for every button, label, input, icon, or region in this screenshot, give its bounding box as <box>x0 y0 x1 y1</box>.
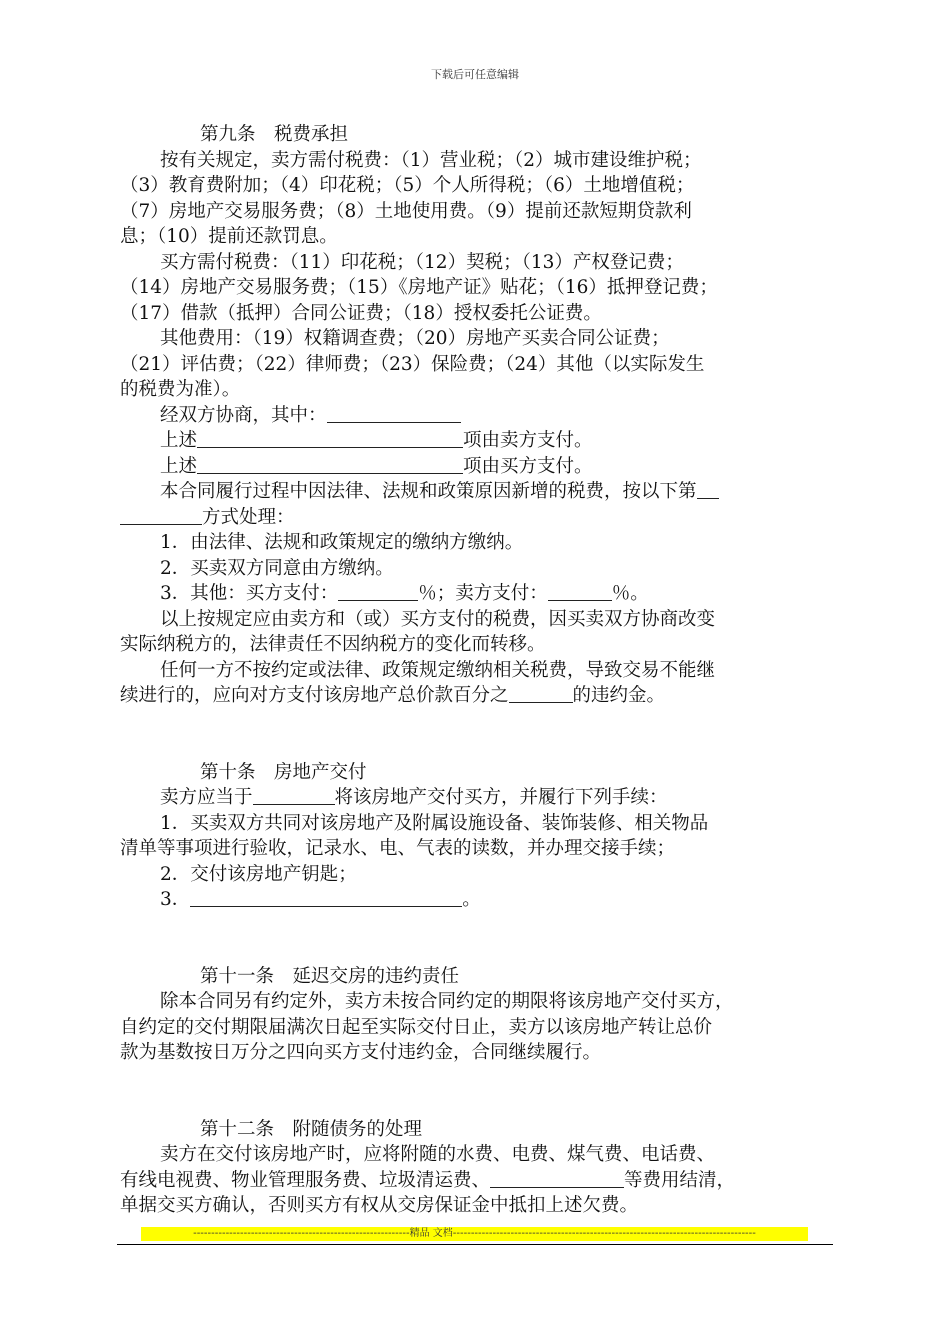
paragraph-line <box>120 403 835 429</box>
footer-divider <box>117 1244 833 1245</box>
spacer <box>120 938 835 964</box>
paragraph-line: 自约定的交付期限届满次日起至实际交付日止，卖方以该房地产转让总价 <box>120 1016 713 1038</box>
article-9 <box>120 122 835 709</box>
line-text: 卖方应当于 <box>160 787 253 808</box>
spacer <box>120 913 835 939</box>
blank-field[interactable] <box>120 506 202 525</box>
blank-field[interactable] <box>490 1169 624 1188</box>
spacer <box>120 1066 835 1092</box>
line-text: 项由卖方支付。 <box>463 430 593 451</box>
paragraph-line: 其他费用：（19）权籍调查费；（20）房地产买卖合同公证费； <box>160 328 670 349</box>
paragraph-line: 以上按规定应由卖方和（或）买方支付的税费，因买卖双方协商改变 <box>160 608 716 630</box>
line-text: 。 <box>462 889 481 910</box>
blank-field[interactable] <box>697 480 719 499</box>
blank-field[interactable] <box>338 582 418 601</box>
paragraph-line: 除本合同另有约定外，卖方未按合同约定的期限将该房地产交付买方， <box>160 991 734 1012</box>
paragraph-line: （14）房地产交易服务费；（15）《房地产证》贴花；（16）抵押登记费； <box>120 277 718 298</box>
article-title: 第十一条 延迟交房的违约责任 <box>200 965 460 987</box>
blank-field[interactable] <box>509 684 573 703</box>
paragraph-line: （17）借款（抵押）合同公证费；（18）授权委托公证费。 <box>120 302 602 324</box>
paragraph-line: 按有关规定，卖方需付税费：（1）营业税；（2）城市建设维护税； <box>160 149 702 171</box>
paragraph-line: 买方需付税费：（11）印花税；（12）契税；（13）产权登记费； <box>160 251 684 273</box>
line-text: 本合同履行过程中因法律、法规和政策原因新增的税费，按以下第 <box>160 481 697 502</box>
spacer <box>120 709 835 735</box>
paragraph-line <box>120 428 835 454</box>
line-text: 等费用结清， <box>624 1169 736 1191</box>
paragraph-line: 2．买卖双方同意由方缴纳。 <box>160 557 394 579</box>
paragraph-line: 任何一方不按约定或法律、政策规定缴纳相关税费，导致交易不能继 <box>160 659 716 681</box>
paragraph-line <box>120 683 835 709</box>
paragraph-line <box>120 581 835 607</box>
article-title: 第九条 税费承担 <box>200 124 349 145</box>
blank-field[interactable] <box>327 404 461 423</box>
line-text: 经双方协商，其中： <box>160 404 327 426</box>
paragraph-line <box>120 785 835 811</box>
blank-field[interactable] <box>253 786 335 805</box>
line-text: 将该房地产交付买方，并履行下列手续： <box>334 787 668 808</box>
line-text: 上述 <box>160 455 198 477</box>
article-10 <box>120 760 835 913</box>
paragraph-line <box>120 505 835 531</box>
line-text: 3．其他：买方支付： <box>160 583 339 604</box>
paragraph-line: 款为基数按日万分之四向买方支付违约金，合同继续履行。 <box>120 1042 602 1063</box>
paragraph-line: （7）房地产交易服务费；（8）土地使用费。（9）提前还款短期贷款利 <box>120 200 692 222</box>
paragraph-line: 1．由法律、法规和政策规定的缴纳方缴纳。 <box>160 532 524 553</box>
paragraph-line <box>120 1168 835 1194</box>
blank-field[interactable] <box>197 455 463 474</box>
document-body <box>120 122 835 1219</box>
line-text: ％；卖方支付： <box>418 583 548 604</box>
line-text: 续进行的，应向对方支付该房地产总价款百分之 <box>120 685 509 706</box>
blank-field[interactable] <box>548 582 612 601</box>
line-text: 的违约金。 <box>572 685 666 706</box>
paragraph-line <box>120 887 835 913</box>
paragraph-line: 单据交买方确认，否则买方有权从交房保证金中抵扣上述欠费。 <box>120 1195 639 1216</box>
blank-field[interactable] <box>197 429 463 448</box>
line-text: ％。 <box>611 583 649 604</box>
article-title: 第十条 房地产交付 <box>200 761 367 783</box>
paragraph-line: 2．交付该房地产钥匙； <box>160 863 357 885</box>
spacer <box>120 734 835 760</box>
paragraph-line: 息；（10）提前还款罚息。 <box>120 226 338 247</box>
article-11 <box>120 964 835 1066</box>
blank-field[interactable] <box>190 888 462 907</box>
paragraph-line: 1．买卖双方共同对该房地产及附属设施设备、装饰装修、相关物品 <box>160 812 709 834</box>
article-12 <box>120 1117 835 1219</box>
paragraph-line: （21）评估费；（22）律师费；（23）保险费；（24）其他（以实际发生 <box>120 353 705 375</box>
footer-banner: ------------------------------------------------------------精品 文档------------------------------------------------------------------------------------ <box>141 1227 808 1241</box>
paragraph-line: （3）教育费附加；（4）印花税；（5）个人所得税；（6）土地增值税； <box>120 175 695 196</box>
spacer <box>120 1091 835 1117</box>
line-text: 3． <box>160 889 191 910</box>
paragraph-line <box>120 454 835 480</box>
paragraph-line: 实际纳税方的，法律责任不因纳税方的变化而转移。 <box>120 634 546 655</box>
line-text: 方式处理： <box>202 506 295 528</box>
line-text: 有线电视费、物业管理服务费、垃圾清运费、 <box>120 1169 491 1191</box>
paragraph-line: 清单等事项进行验收，记录水、电、气表的读数，并办理交接手续； <box>120 838 676 859</box>
paragraph-line: 卖方在交付该房地产时，应将附随的水费、电费、煤气费、电话费、 <box>160 1144 716 1165</box>
article-title: 第十二条 附随债务的处理 <box>200 1118 423 1140</box>
line-text: 项由买方支付。 <box>463 455 593 477</box>
header-note: 下载后可任意编辑 <box>431 68 519 81</box>
paragraph-line <box>120 479 835 505</box>
paragraph-line: 的税费为准）。 <box>120 379 241 400</box>
line-text: 上述 <box>160 430 198 451</box>
